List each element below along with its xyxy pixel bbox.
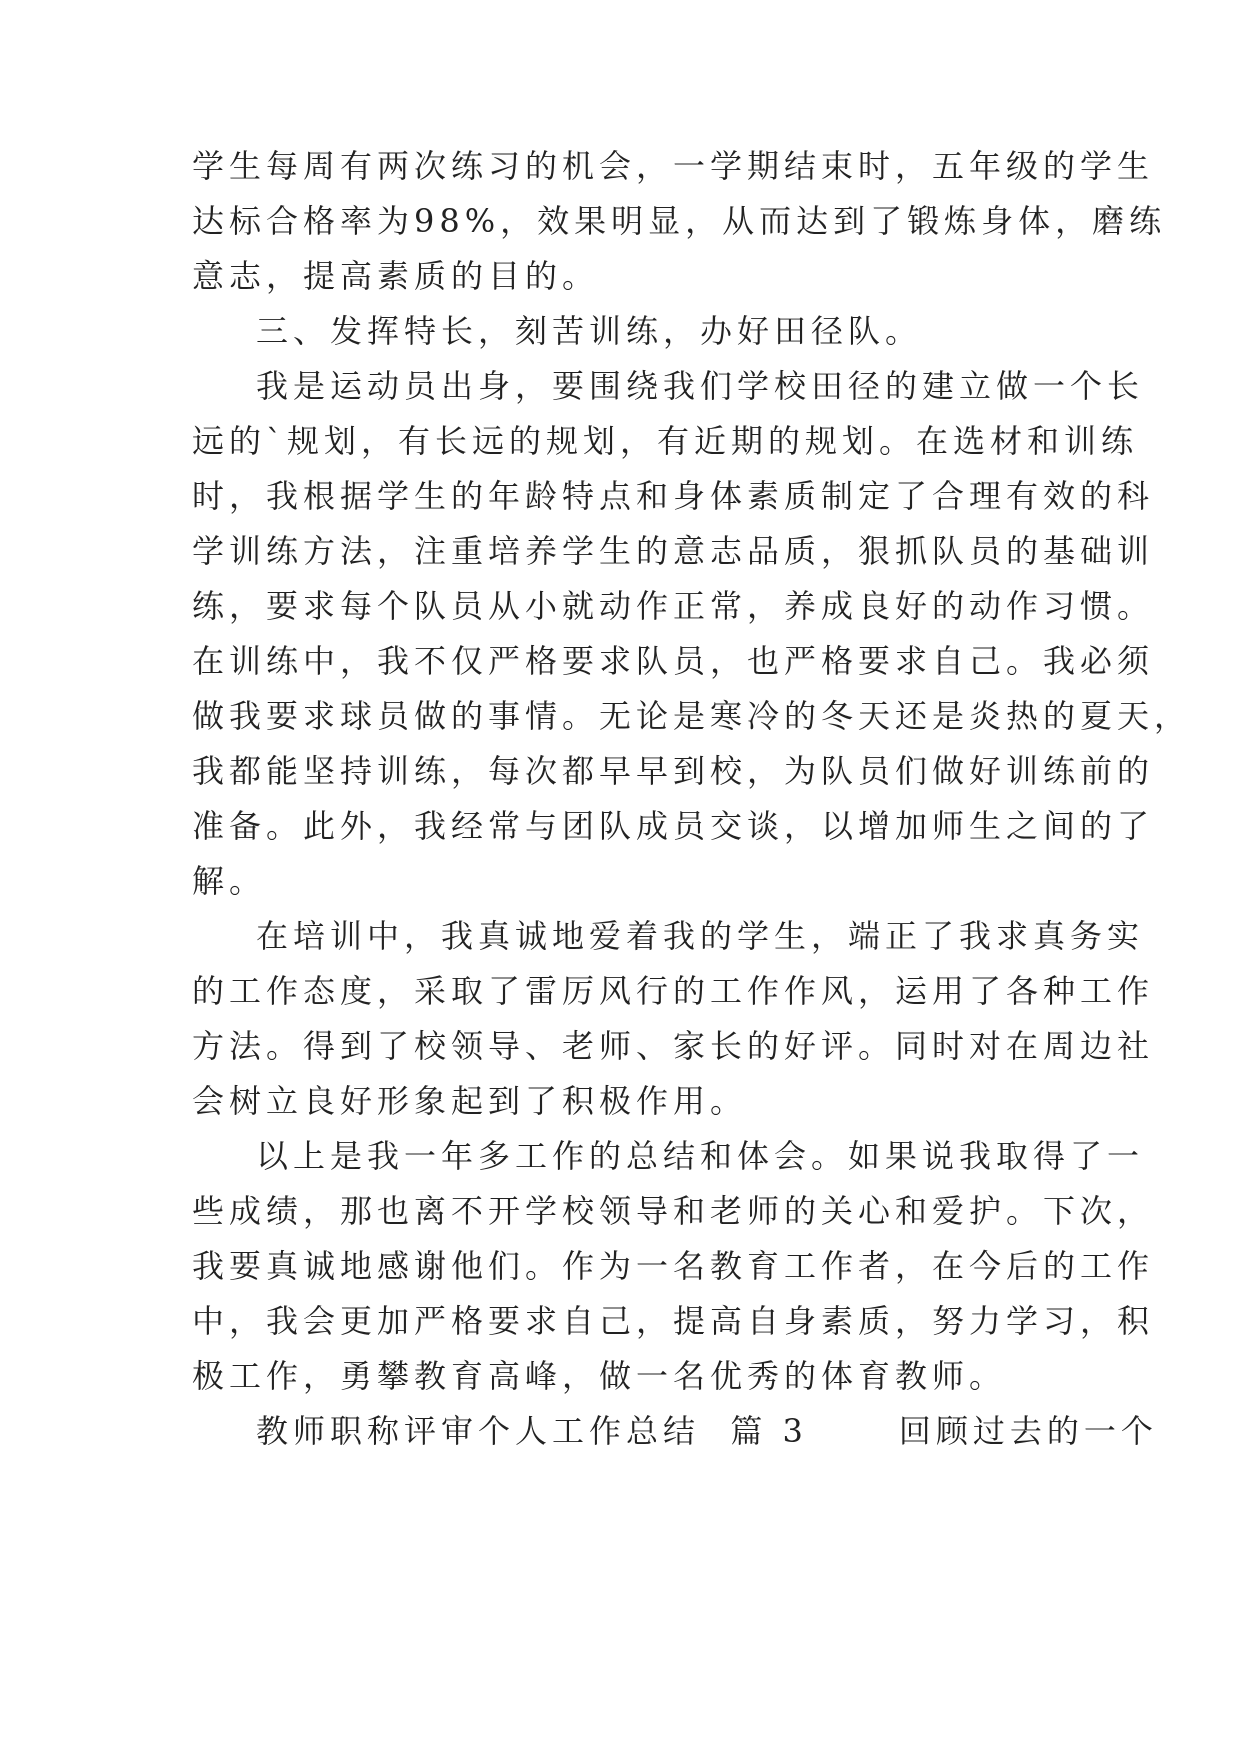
text-line: 我都能坚持训练，每次都早早到校，为队员们做好训练前的 <box>192 752 1155 790</box>
text-line: 中，我会更加严格要求自己，提高自身素质，努力学习，积 <box>192 1302 1155 1340</box>
text-line: 准备。此外，我经常与团队成员交谈，以增加师生之间的了 <box>192 807 1155 845</box>
text-line: 练，要求每个队员从小就动作正常，养成良好的动作习惯。 <box>192 587 1155 625</box>
section-heading: 三、发挥特长，刻苦训练，办好田径队。 <box>256 312 923 350</box>
text-line: 学训练方法，注重培养学生的意志品质，狠抓队员的基础训 <box>192 532 1155 570</box>
section-title-line: 教师职称评审个人工作总结 篇 3 回顾过去的一个 <box>256 1412 1158 1450</box>
text-line: 解。 <box>192 862 267 900</box>
text-line: 的工作态度，采取了雷厉风行的工作作风，运用了各种工作 <box>192 972 1155 1010</box>
paragraph-start: 我是运动员出身，要围绕我们学校田径的建立做一个长 <box>256 367 1145 405</box>
text-line: 意志，提高素质的目的。 <box>192 257 600 295</box>
text-line: 些成绩，那也离不开学校领导和老师的关心和爱护。下次， <box>192 1192 1155 1230</box>
text-line: 极工作，勇攀教育高峰，做一名优秀的体育教师。 <box>192 1357 1007 1395</box>
text-line: 会树立良好形象起到了积极作用。 <box>192 1082 748 1120</box>
text-line: 学生每周有两次练习的机会，一学期结束时，五年级的学生 <box>192 147 1155 185</box>
text-line: 时，我根据学生的年龄特点和身体素质制定了合理有效的科 <box>192 477 1155 515</box>
text-line: 在训练中，我不仅严格要求队员，也严格要求自己。我必须 <box>192 642 1155 680</box>
paragraph-start: 在培训中，我真诚地爱着我的学生，端正了我求真务实 <box>256 917 1145 955</box>
text-line: 方法。得到了校领导、老师、家长的好评。同时对在周边社 <box>192 1027 1155 1065</box>
text-line: 达标合格率为98%，效果明显，从而达到了锻炼身体，磨练 <box>192 202 1167 240</box>
text-line: 我要真诚地感谢他们。作为一名教育工作者，在今后的工作 <box>192 1247 1155 1285</box>
paragraph-start: 以上是我一年多工作的总结和体会。如果说我取得了一 <box>256 1137 1145 1175</box>
text-line: 做我要求球员做的事情。无论是寒冷的冬天还是炎热的夏天， <box>192 697 1192 735</box>
text-line: 远的`规划，有长远的规划，有近期的规划。在选材和训练 <box>192 422 1139 460</box>
